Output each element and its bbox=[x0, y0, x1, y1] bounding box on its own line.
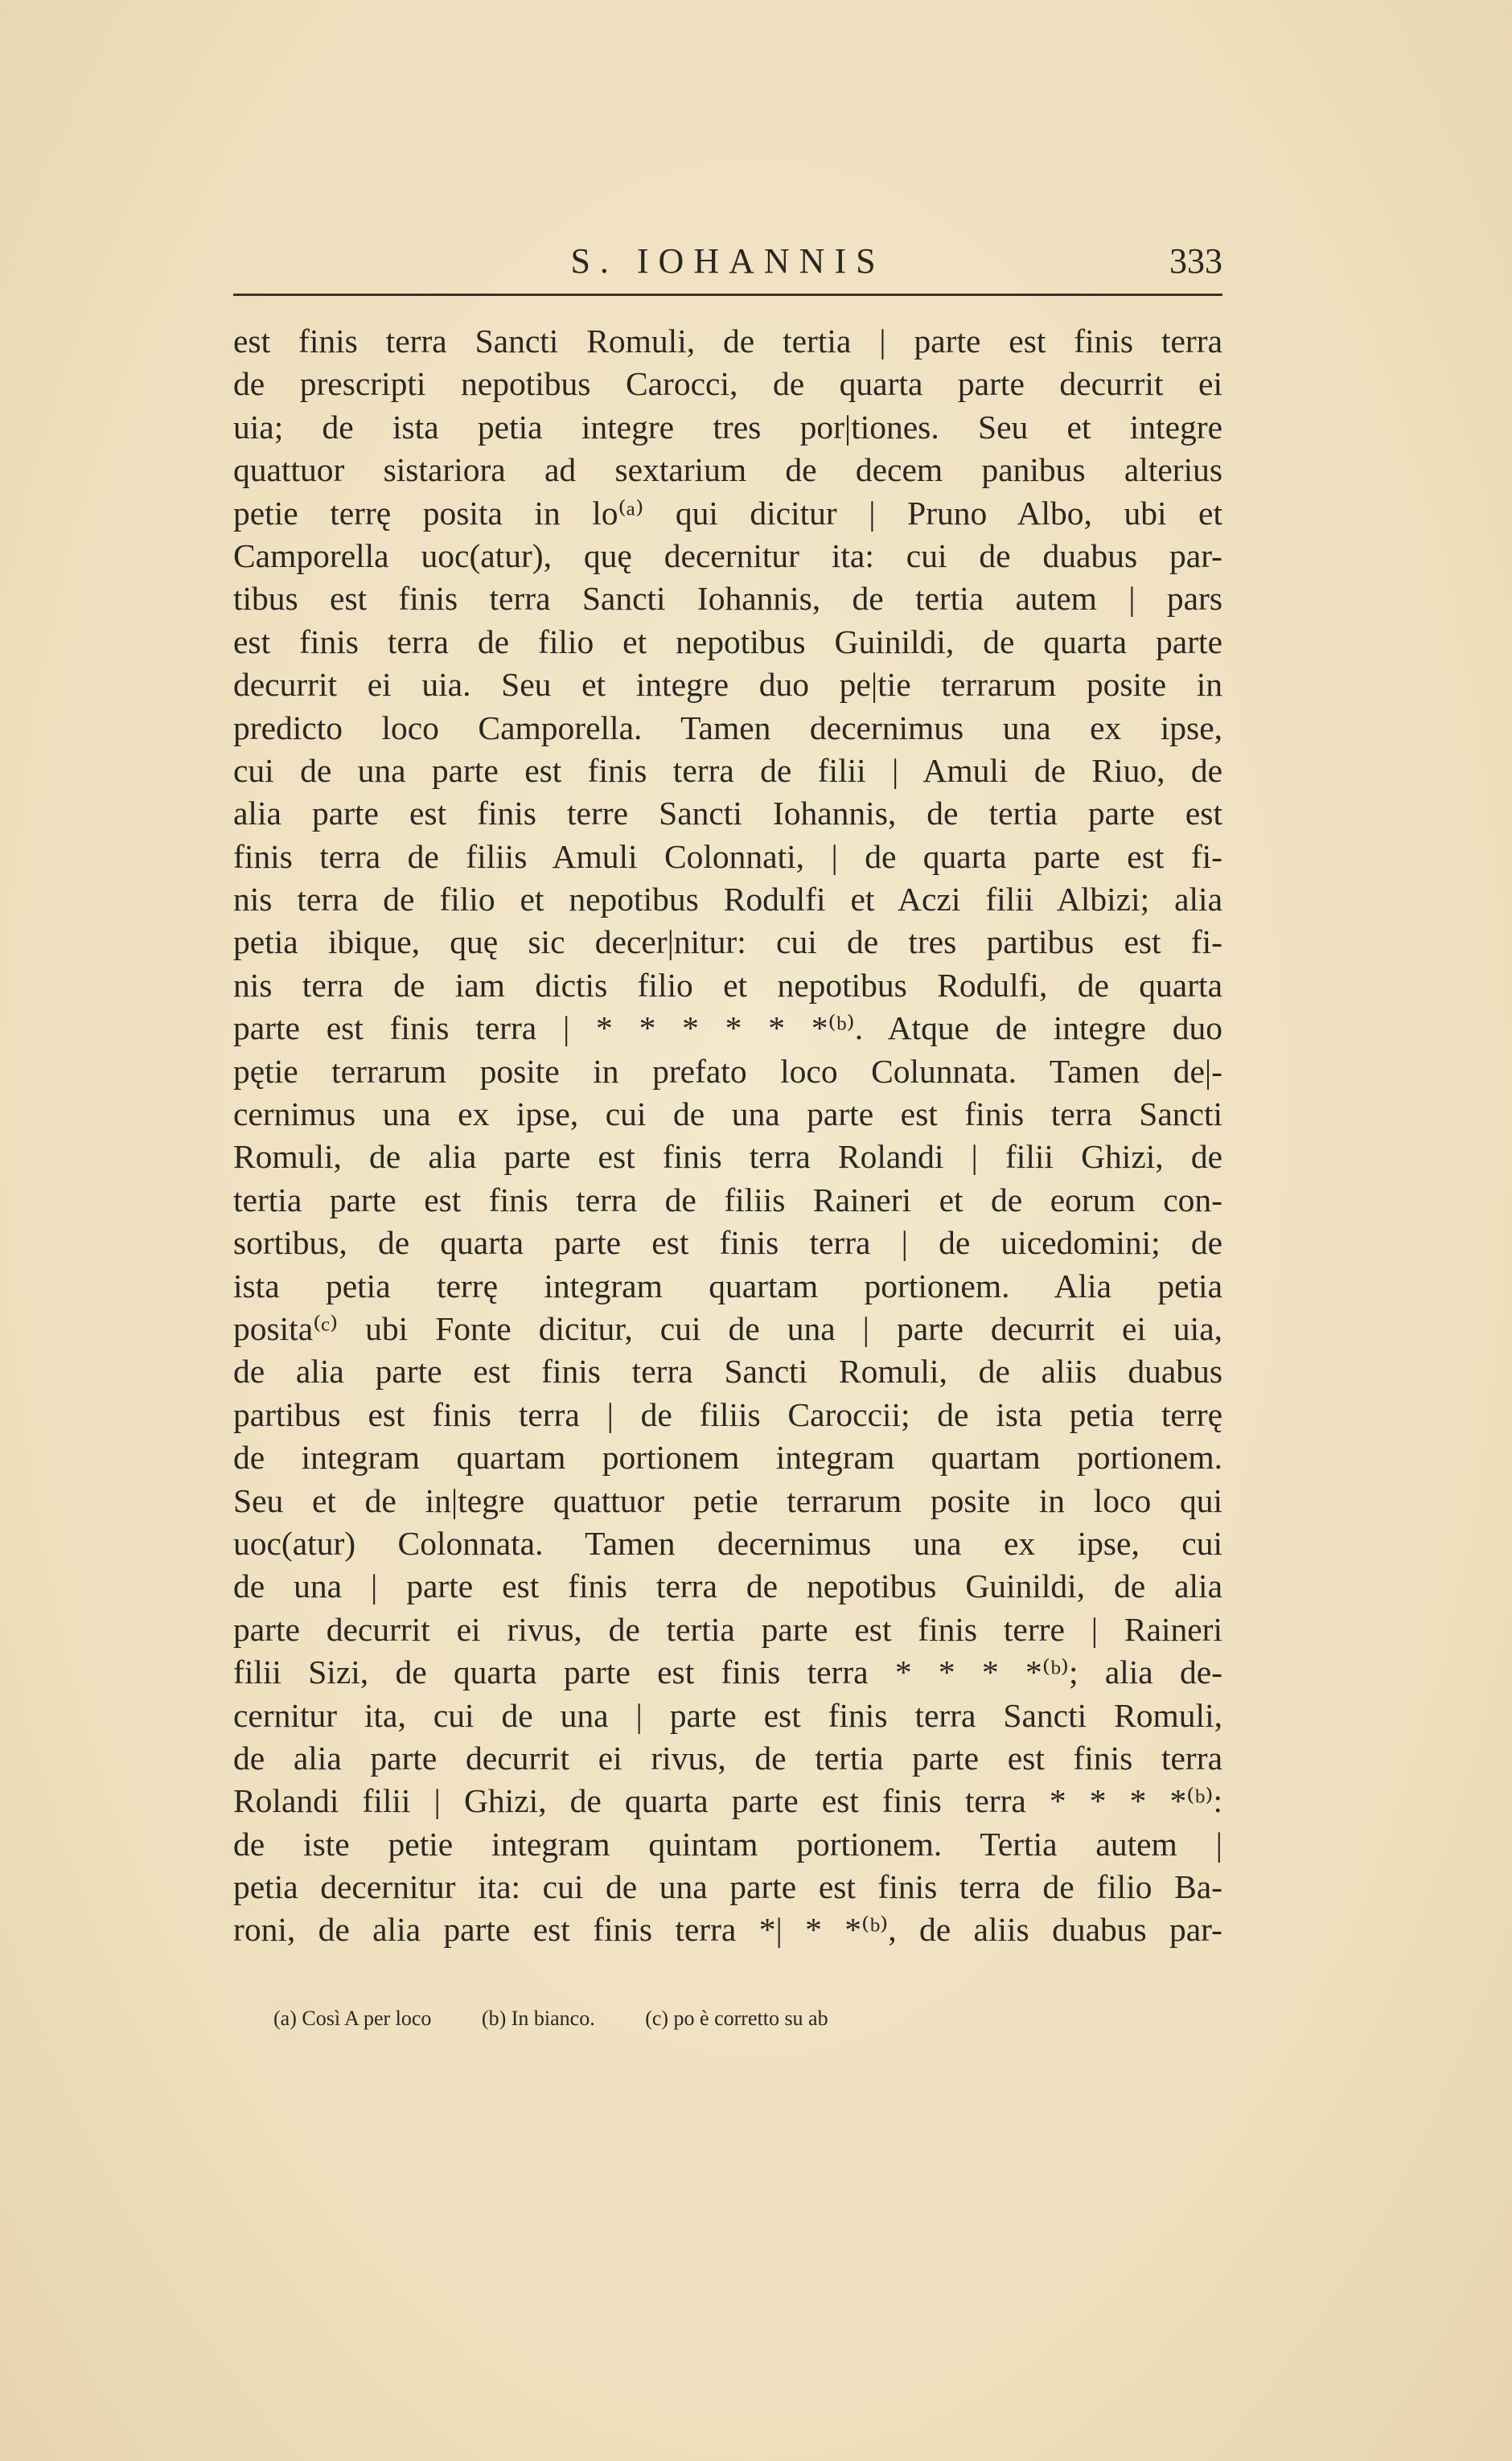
text-line: sortibus, de quarta parte est finis terra | de uicedomini; de bbox=[233, 1224, 1222, 1262]
text-line: Rolandi filii | Ghizi, de quarta parte est finis terra * * * *⁽ᵇ⁾: bbox=[233, 1782, 1222, 1820]
text-line: Seu et de in|tegre quattuor petie terrarum posite in loco qui bbox=[233, 1481, 1222, 1519]
text-line: nis terra de filio et nepotibus Rodulfi et Aczi filii Albizi; alia bbox=[233, 881, 1222, 918]
text-line: de alia parte est finis terra Sancti Romuli, de aliis duabus bbox=[233, 1353, 1222, 1391]
text-line: cernitur ita, cui de una | parte est finis terra Sancti Romuli, bbox=[233, 1696, 1222, 1734]
text-line: predicto loco Camporella. Tamen decernimus una ex ipse, bbox=[233, 709, 1222, 746]
text-line: de iste petie integram quintam portionem. Tertia autem | bbox=[233, 1825, 1222, 1863]
footnotes bbox=[273, 2003, 1158, 2035]
text-line: de una | parte est finis terra de nepotibus Guinildi, de alia bbox=[233, 1567, 1222, 1605]
text-line: parte est finis terra | * * * * * *⁽ᵇ⁾. Atque de integre duo bbox=[233, 1009, 1222, 1047]
text-line: de alia parte decurrit ei rivus, de tertia parte est finis terra bbox=[233, 1739, 1222, 1777]
text-line: filii Sizi, de quarta parte est finis terra * * * *⁽ᵇ⁾; alia de- bbox=[233, 1654, 1222, 1691]
footnote-c: (c) po è corretto su ab bbox=[645, 2007, 828, 2030]
page-header bbox=[233, 233, 1222, 298]
text-line: ista petia terrę integram quartam portionem. Alia petia bbox=[233, 1267, 1222, 1304]
text-line: Camporella uoc(atur), quę decernitur ita: cui de duabus par- bbox=[233, 536, 1222, 574]
text-line: finis terra de filiis Amuli Colonnati, | de quarta parte est fi- bbox=[233, 837, 1222, 875]
text-line: tibus est finis terra Sancti Iohannis, de tertia autem | pars bbox=[233, 580, 1222, 618]
text-line: alia parte est finis terre Sancti Iohannis, de tertia parte est bbox=[233, 795, 1222, 832]
text-line: cui de una parte est finis terra de filii | Amuli de Riuo, de bbox=[233, 751, 1222, 789]
text-line: quattuor sistariora ad sextarium de decem panibus alterius bbox=[233, 451, 1222, 489]
text-line: posita⁽ᶜ⁾ ubi Fonte dicitur, cui de una | parte decurrit ei uia, bbox=[233, 1309, 1222, 1347]
text-line: tertia parte est finis terra de filiis Raineri et de eorum con- bbox=[233, 1181, 1222, 1218]
body-text bbox=[233, 320, 1222, 1952]
footnote-b: (b) In bianco. bbox=[481, 2007, 595, 2030]
text-line: cernimus una ex ipse, cui de una parte est finis terra Sancti bbox=[233, 1095, 1222, 1133]
text-line: nis terra de iam dictis filio et nepotibus Rodulfi, de quarta bbox=[233, 966, 1222, 1004]
text-line: petia ibique, quę sic decer|nitur: cui de tres partibus est fi- bbox=[233, 923, 1222, 961]
text-line: uoc(atur) Colonnata. Tamen decernimus una ex ipse, cui bbox=[233, 1524, 1222, 1562]
text-line: roni, de alia parte est finis terra *| * *⁽ᵇ⁾, de aliis duabus par- bbox=[233, 1911, 1222, 1949]
footnote-a: (a) Così A per loco bbox=[273, 2007, 432, 2030]
text-line: de integram quartam portionem integram quartam portionem. bbox=[233, 1439, 1222, 1477]
text-line: decurrit ei uia. Seu et integre duo pe|tie terrarum posite in bbox=[233, 666, 1222, 704]
text-line: est finis terra Sancti Romuli, de tertia | parte est finis terra bbox=[233, 323, 1222, 359]
text-line: partibus est finis terra | de filiis Caroccii; de ista petia terrę bbox=[233, 1395, 1222, 1433]
text-line: de prescripti nepotibus Carocci, de quarta parte decurrit ei bbox=[233, 365, 1222, 403]
page-number: 333 bbox=[1169, 241, 1222, 281]
text-line: petia decernitur ita: cui de una parte est finis terra de filio Ba- bbox=[233, 1868, 1222, 1906]
header-rule bbox=[233, 294, 1222, 296]
running-title: S. IOHANNIS bbox=[570, 241, 885, 281]
text-line: Romuli, de alia parte est finis terra Rolandi | filii Ghizi, de bbox=[233, 1138, 1222, 1176]
text-line: uia; de ista petia integre tres por|tiones. Seu et integre bbox=[233, 408, 1222, 446]
text-line: parte decurrit ei rivus, de tertia parte est finis terre | Raineri bbox=[233, 1610, 1222, 1648]
text-line: pętie terrarum posite in prefato loco Colunnata. Tamen de|- bbox=[233, 1052, 1222, 1090]
text-line: petie terrę posita in lo⁽ᵃ⁾ qui dicitur | Pruno Albo, ubi et bbox=[233, 494, 1222, 532]
text-line: est finis terra de filio et nepotibus Guinildi, de quarta parte bbox=[233, 622, 1222, 660]
